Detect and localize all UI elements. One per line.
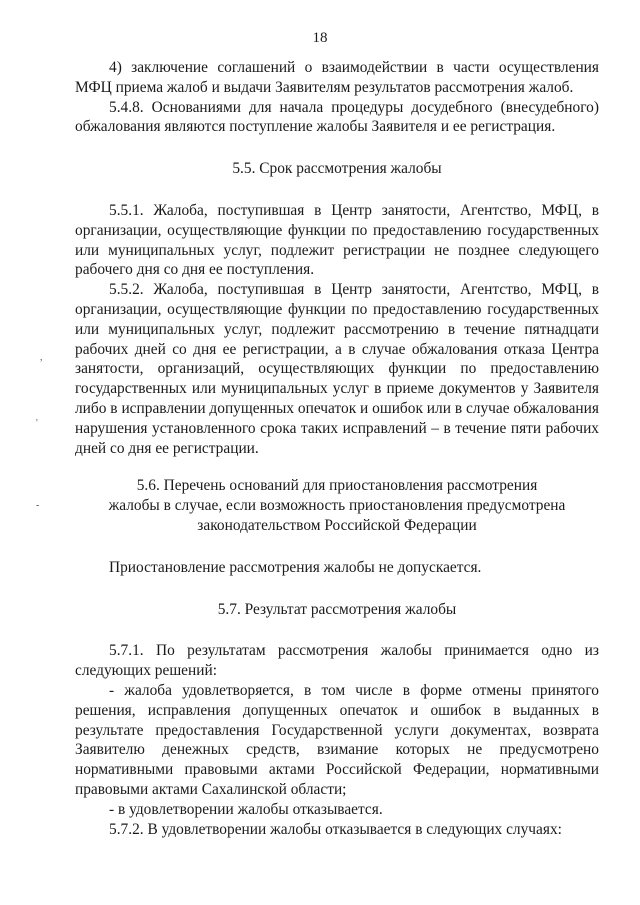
scan-mark: - bbox=[36, 500, 40, 511]
paragraph-5-5-2: 5.5.2. Жалоба, поступившая в Центр занятости, Агентство, МФЦ, в организации, осуществляющие функции по предоставлению государственных или муниципальных услуг, подлежит рассмотрению в течение пятнадцати рабочих дней со дня ее регистрации, а в случае обжалования отказа Центра занятости, организаций, осуществляющих функции по предоставлению государственных или муниципальных услуг в приеме документов у Заявителя либо в исправлении допущенных опечаток и ошибок или в случае обжалования нарушения установленного срока таких исправлений – в течение пяти рабочих дней со дня ее регистрации. bbox=[75, 281, 599, 457]
paragraph-5-6: Приостановление рассмотрения жалобы не допускается. bbox=[109, 558, 482, 576]
document-body bbox=[75, 58, 599, 839]
paragraph-5-7-2: 5.7.2. В удовлетворении жалобы отказывается в следующих случаях: bbox=[109, 820, 562, 838]
heading-5-7: 5.7. Результат рассмотрения жалобы bbox=[217, 600, 457, 618]
scan-mark: ' bbox=[36, 418, 38, 429]
paragraph-agreements: 4) заключение соглашений о взаимодействии в части осуществления МФЦ приема жалоб и выдачи Заявителям результатов рассмотрения жалоб. bbox=[75, 59, 599, 96]
paragraph-5-7-1-option-refused: - в удовлетворении жалобы отказывается. bbox=[109, 800, 383, 818]
paragraph-5-5-1: 5.5.1. Жалоба, поступившая в Центр занятости, Агентство, МФЦ, в организации, осуществляющие функции по предоставлению государственных или муниципальных услуг, подлежит регистрации не позднее следующего рабочего дня со дня ее поступления. bbox=[75, 201, 599, 279]
page-number: 18 bbox=[312, 30, 328, 46]
heading-5-6-line-2: жалобы в случае, если возможность приостановления предусмотрена bbox=[108, 497, 566, 515]
heading-5-5: 5.5. Срок рассмотрения жалобы bbox=[232, 160, 442, 178]
paragraph-5-7-1: 5.7.1. По результатам рассмотрения жалобы принимается одно из следующих решений: bbox=[75, 642, 599, 680]
scan-mark: , bbox=[40, 352, 43, 363]
paragraph-5-7-1-option-satisfied: - жалоба удовлетворяется, в том числе в форме отмены принятого решения, исправления допущенных опечаток и ошибок в выданных в результате предоставления Государственной услуги документах, возврата Заявителю денежных средств, взимание которых не предусмотрено нормативными правовыми актами Российской Федерации, нормативными правовыми актами Сахалинской области; bbox=[75, 681, 599, 798]
heading-5-6-line-3: законодательством Российской Федерации bbox=[197, 516, 477, 534]
paragraph-5-4-8: 5.4.8. Основаниями для начала процедуры досудебного (внесудебного) обжалования являются поступление жалобы Заявителя и ее регистрация. bbox=[75, 98, 599, 136]
heading-5-6-line-1: 5.6. Перечень оснований для приостановления рассмотрения bbox=[136, 477, 538, 495]
